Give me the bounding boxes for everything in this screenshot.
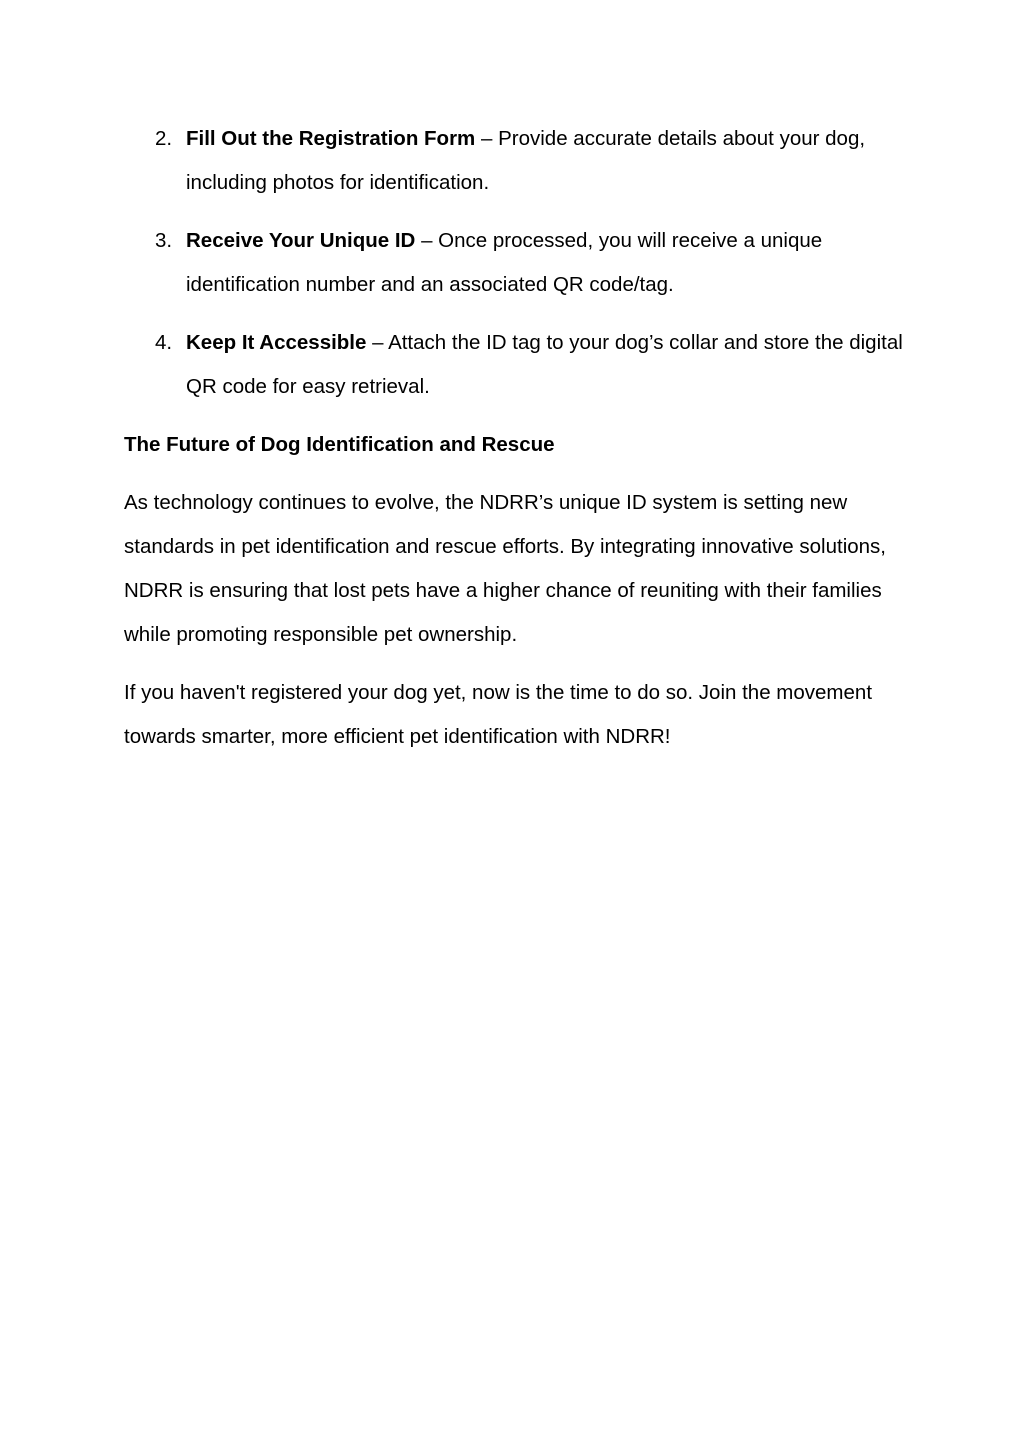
list-item-number: 4. xyxy=(155,331,173,354)
registration-steps-list xyxy=(124,117,914,409)
list-item-title: Receive Your Unique ID xyxy=(186,229,416,252)
list-item-text: – Provide accurate details about your dog, including photos for identification. xyxy=(186,127,866,194)
list-item xyxy=(124,321,914,409)
document-content xyxy=(124,117,914,773)
body-paragraph: As technology continues to evolve, the NDRR’s unique ID system is setting new standards in pet identification and rescue efforts. By integrating innovative solutions, NDRR is ensuring that lost pets have a higher chance of reuniting with their families while promoting responsible pet ownership. xyxy=(124,491,886,646)
list-item-text: – Attach the ID tag to your dog’s collar and store the digital QR code for easy retrieval. xyxy=(186,331,903,398)
list-item-title: Fill Out the Registration Form xyxy=(186,127,476,150)
list-item-number: 2. xyxy=(155,127,173,150)
section-heading: The Future of Dog Identification and Rescue xyxy=(124,433,555,456)
list-item-title: Keep It Accessible xyxy=(186,331,367,354)
body-paragraph: If you haven't registered your dog yet, now is the time to do so. Join the movement towards smarter, more efficient pet identification with NDRR! xyxy=(124,681,873,748)
list-item xyxy=(124,117,914,205)
list-item xyxy=(124,219,914,307)
list-item-number: 3. xyxy=(155,229,173,252)
list-item-text: – Once processed, you will receive a unique identification number and an associated QR code/tag. xyxy=(186,229,823,296)
